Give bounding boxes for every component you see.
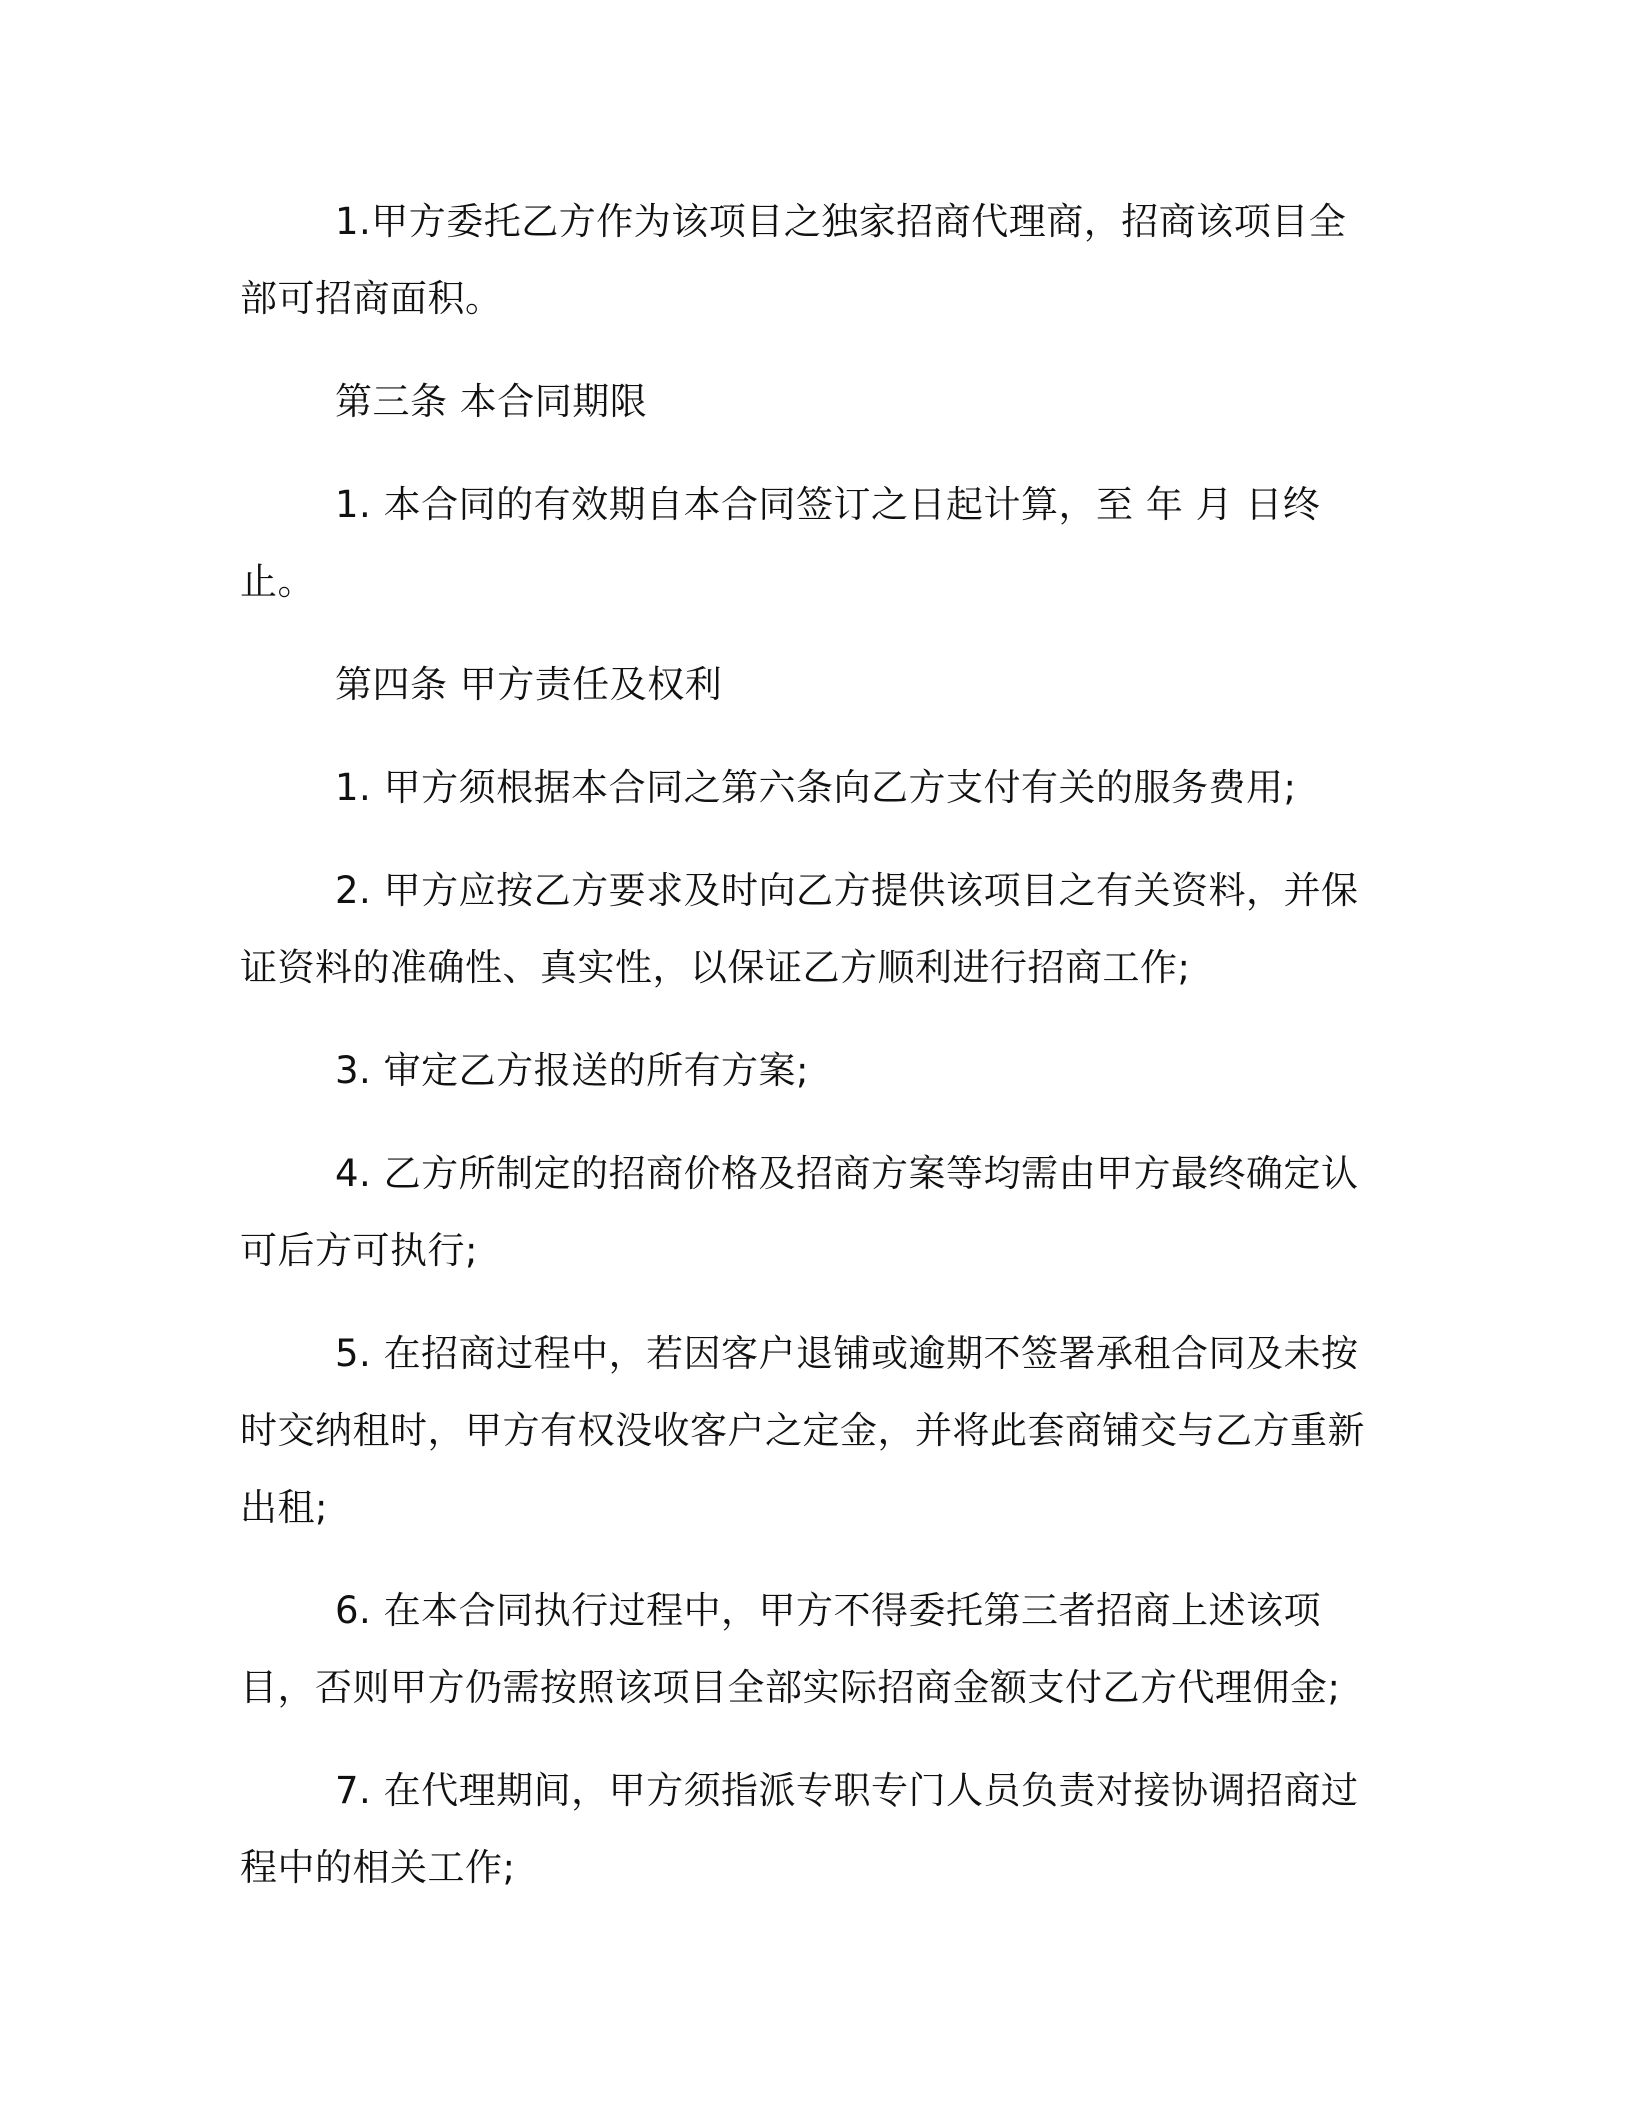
article-4-item-1: 1. 甲方须根据本合同之第六条向乙方支付有关的服务费用; bbox=[335, 766, 1297, 809]
article-4-item-7: 7. 在代理期间，甲方须指派专职专门人员负责对接协调招商过程中的相关工作; bbox=[240, 1769, 1359, 1889]
article-4-item-5: 5. 在招商过程中，若因客户退铺或逾期不签署承租合同及未按时交纳租时，甲方有权没收客户之定金，并将此套商铺交与乙方重新出租; bbox=[240, 1332, 1365, 1529]
clause-2-item-1: 1.甲方委托乙方作为该项目之独家招商代理商，招商该项目全部可招商面积。 bbox=[240, 200, 1347, 320]
document-body bbox=[240, 183, 1380, 1932]
article-4-item-4: 4. 乙方所制定的招商价格及招商方案等均需由甲方最终确定认可后方可执行; bbox=[240, 1152, 1359, 1272]
article-4-item-2: 2. 甲方应按乙方要求及时向乙方提供该项目之有关资料，并保证资料的准确性、真实性，以保证乙方顺利进行招商工作; bbox=[240, 869, 1359, 989]
article-4-item-6: 6. 在本合同执行过程中，甲方不得委托第三者招商上述该项目，否则甲方仍需按照该项目全部实际招商金额支付乙方代理佣金; bbox=[240, 1589, 1341, 1709]
article-4-item-3: 3. 审定乙方报送的所有方案; bbox=[335, 1049, 810, 1092]
article-3-item-1: 1. 本合同的有效期自本合同签订之日起计算，至 年 月 日终止。 bbox=[240, 483, 1321, 603]
article-3-heading: 第三条 本合同期限 bbox=[335, 380, 648, 423]
article-4-heading: 第四条 甲方责任及权利 bbox=[335, 663, 723, 706]
